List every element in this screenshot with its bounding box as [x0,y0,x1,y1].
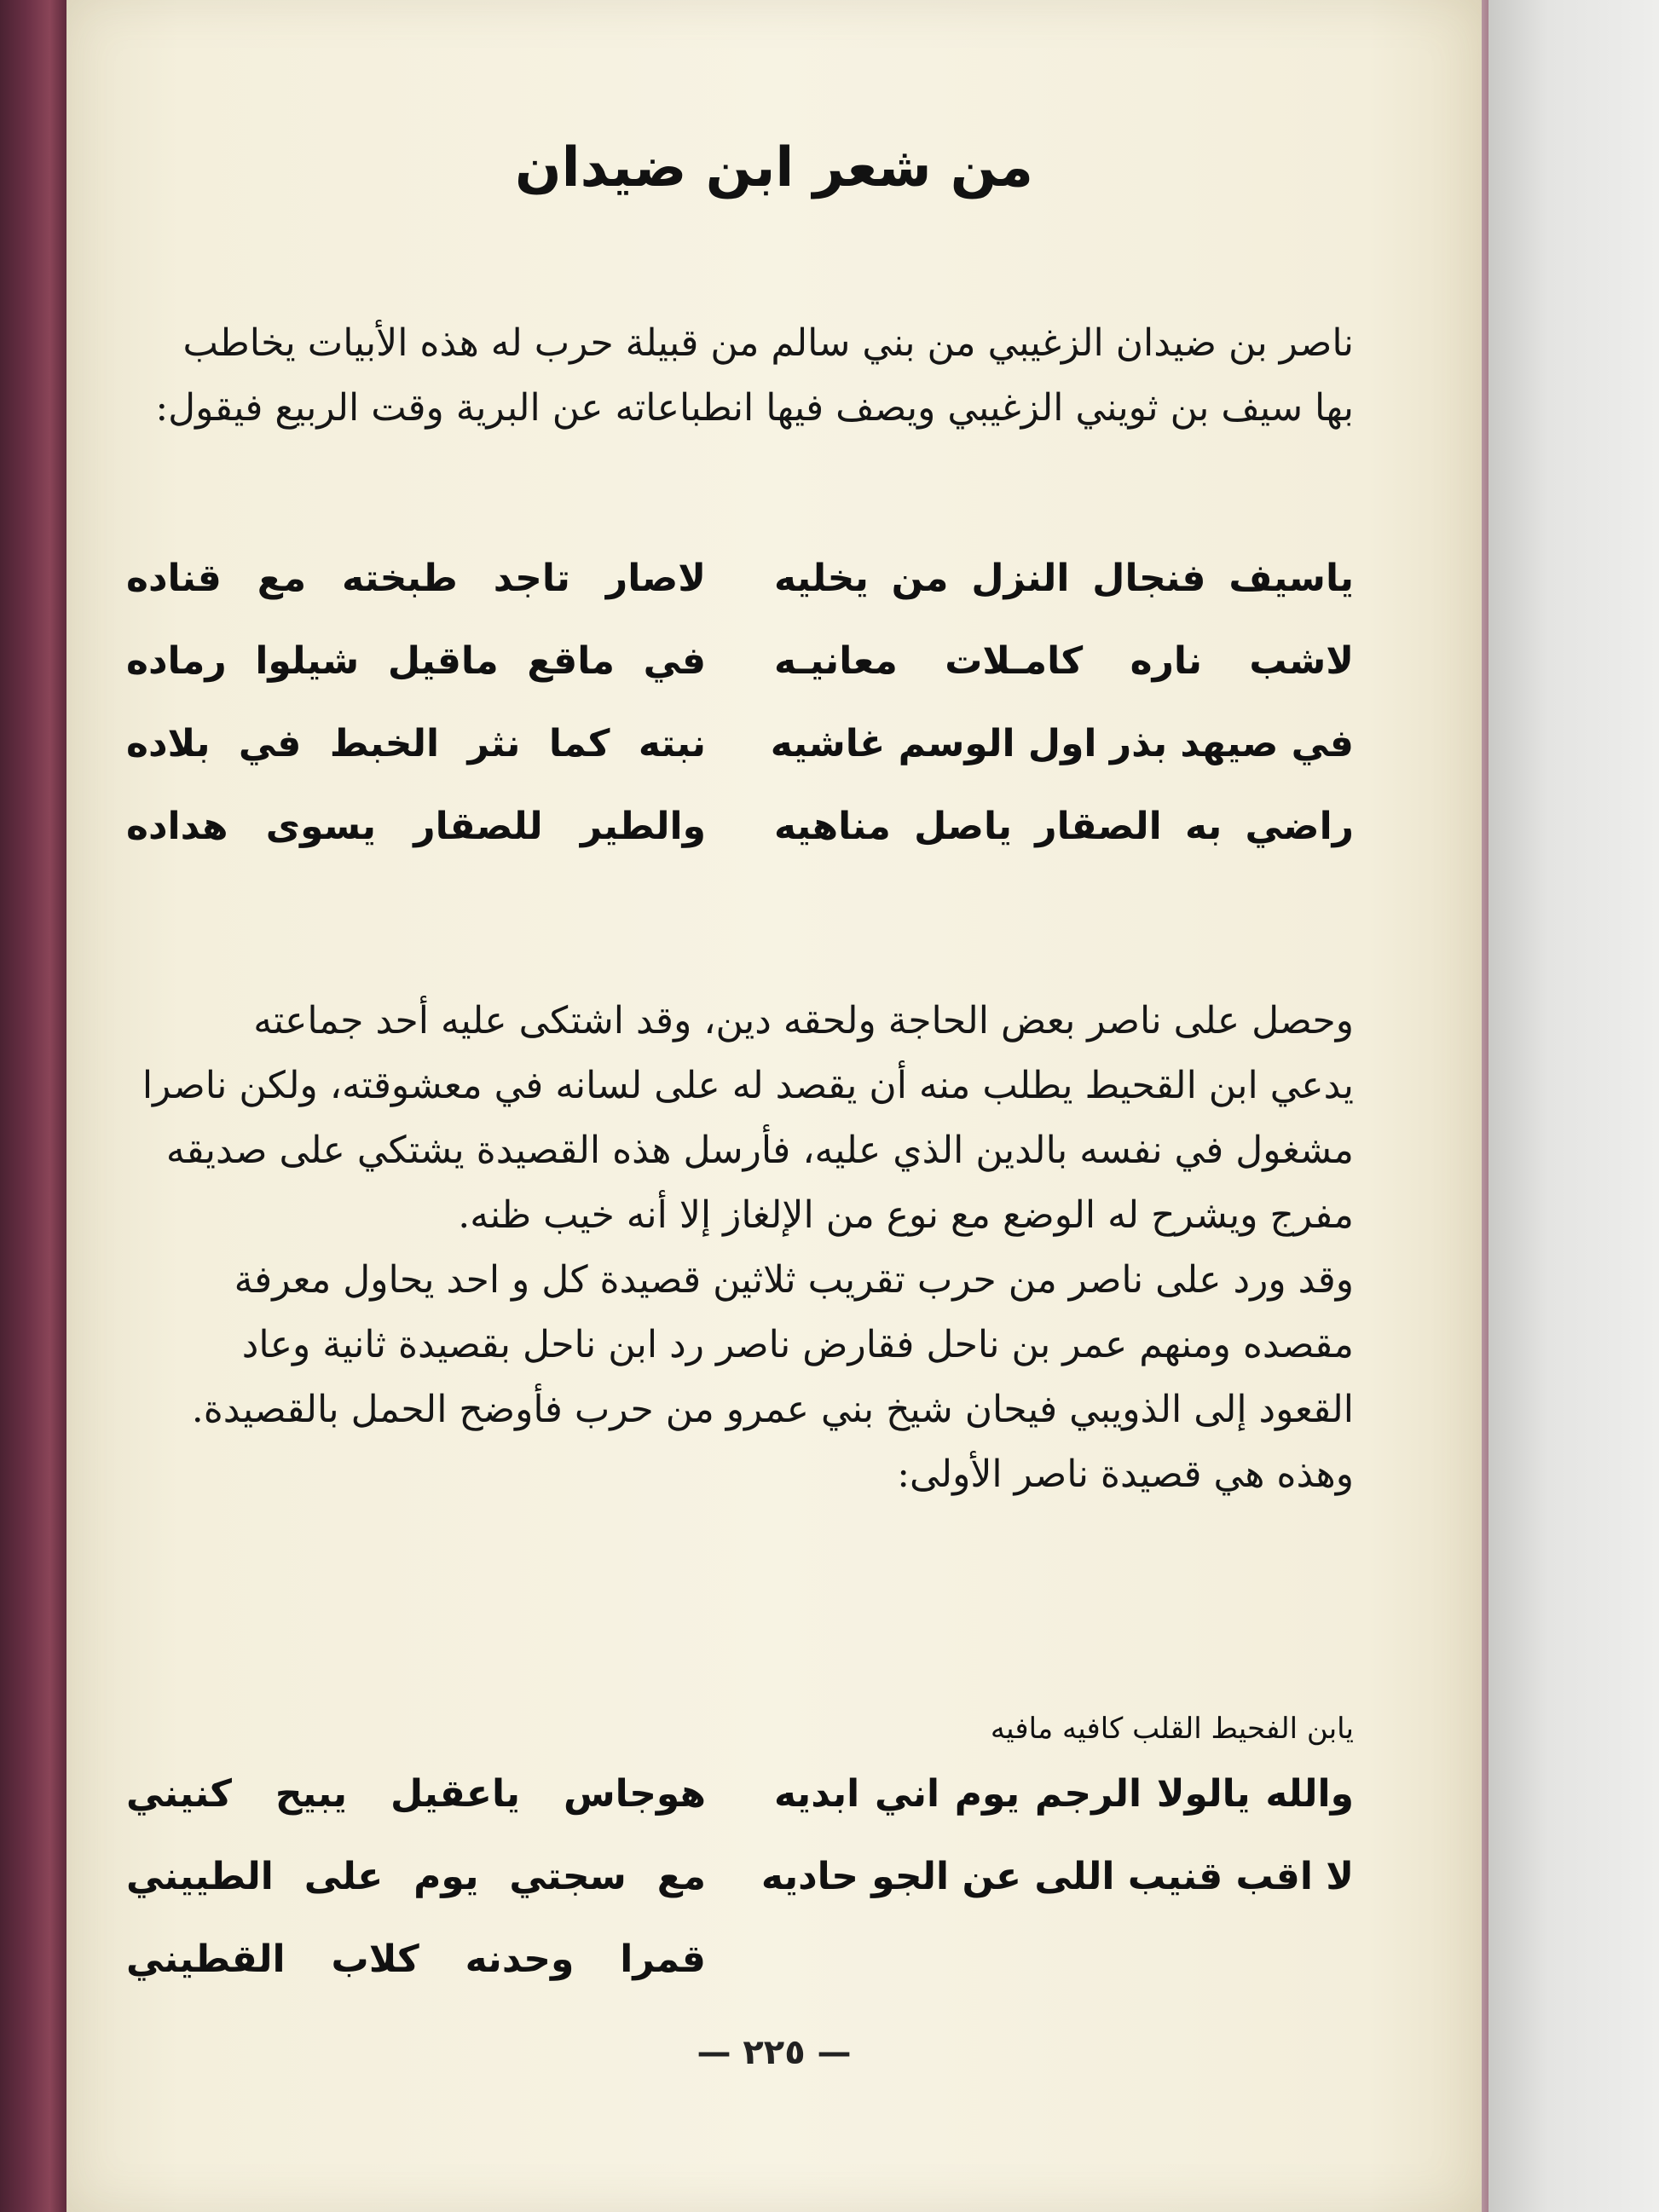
verse-row [126,1918,1354,2001]
intro-line: بها سيف بن ثويني الزغيبي ويصف فيها انطباعاته عن البرية وقت الربيع فيقول: [155,386,1354,430]
story-line: وقد ورد على ناصر من حرب تقريب ثلاثين قصيدة كل و احد يحاول معرفة [234,1258,1354,1302]
verse-row [126,537,1354,620]
page-title: من شعر ابن ضيدان [515,136,1033,199]
verse-row [126,785,1354,868]
verse-left: هوجاس ياعقيل يبيح كنيني [126,1772,706,1816]
intro-paragraph [126,311,1354,441]
verse-row [126,1753,1354,1835]
story-line: مفرج ويشرح له الوضع مع نوع من الإلغاز إلا أنه خيب ظنه. [458,1193,1354,1237]
verse-left: في ماقع ماقيل شيلوا رماده [126,639,706,683]
story-line: يدعي ابن القحيط يطلب منه أن يقصد له على لسانه في معشوقته، ولكن ناصرا [142,1064,1354,1107]
verse-right: في صيهد بذر اول الوسم غاشيه [770,722,1354,765]
verse-right: لاشب ناره كامـلات معانيـه [774,639,1354,683]
verse-opening: يابن الفحيط القلب كافيه مافيه [990,1712,1354,1746]
verse-row [126,620,1354,702]
story-line: وهذه هي قصيدة ناصر الأولى: [897,1453,1354,1496]
verse-row [126,702,1354,785]
story-line: القعود إلى الذويبي فيحان شيخ بني عمرو من حرب فأوضح الحمل بالقصيدة. [191,1388,1354,1431]
book-cover-left [0,0,66,2212]
verse-left: والطير للصقار يسوى هداده [126,805,706,848]
verse-left: مع سجتي يوم على الطييني [126,1855,706,1898]
verse-right: ياسيف فنجال النزل من يخليه [774,557,1354,600]
book-cover-right [1488,0,1659,2212]
poem-1 [126,537,1354,868]
verse-row [126,1835,1354,1918]
verse-right: راضي به الصقار ياصل مناهيه [774,805,1354,848]
verse-left: لاصار تاجد طبخته مع قناده [126,557,706,600]
verse-left: نبته كما نثر الخبط في بلاده [126,722,706,765]
verse-left: قمرا وحدنه كلاب القطيني [126,1938,706,1981]
page-number: — ٢٢٥ — [697,2033,852,2072]
story-line: مقصده ومنهم عمر بن ناحل فقارض ناصر رد ابن ناحل بقصيدة ثانية وعاد [241,1323,1354,1366]
story-paragraph [126,989,1354,1507]
verse-right: والله يالولا الرجم يوم اني ابديه [774,1772,1354,1816]
story-line: مشغول في نفسه بالدين الذي عليه، فأرسل هذه القصيدة يشتكي على صديقه [165,1129,1354,1172]
story-line: وحصل على ناصر بعض الحاجة ولحقه دين، وقد اشتكى عليه أحد جماعته [253,999,1354,1042]
poem-2 [126,1705,1354,2001]
verse-right: لا اقب قنيب اللى عن الجو حاديه [760,1855,1354,1898]
intro-line: ناصر بن ضيدان الزغيبي من بني سالم من قبيلة حرب له هذه الأبيات يخاطب [182,321,1354,365]
book-page [66,0,1482,2212]
